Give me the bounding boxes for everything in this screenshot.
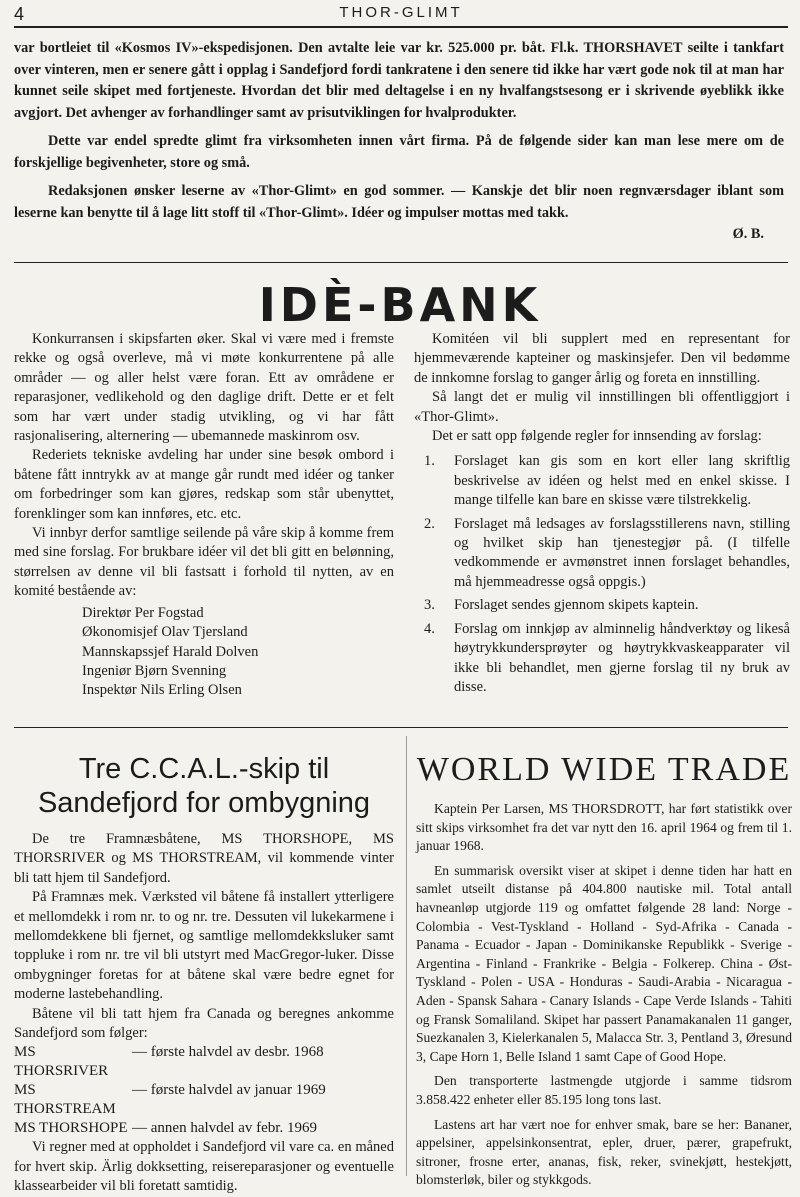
article-paragraph: Rederiets tekniske avdeling har under sine besøk ombord i båtene fått inntrykk av at mange går rundt med idéer og tanker om forbedringer som kan gjøres, redskap som står ubenyttet, forenklinger som kan innføres, etc. etc.: [14, 447, 394, 522]
trade-headline: WORLD WIDE TRADE: [416, 751, 792, 788]
article-paragraph: Så langt det er mulig vil innstillingen bli offentliggjort i «Thor-Glimt».: [414, 389, 790, 425]
article-paragraph: De tre Framnæsbåtene, MS THORSHOPE, MS THORSRIVER og MS THORSTREAM, vil kommende vinter bli tatt hjem til Sandefjord.: [14, 831, 394, 886]
committee-member: Inspektør Nils Erling Olsen: [82, 682, 242, 699]
section-divider: [14, 262, 788, 263]
article-paragraph: Det er satt opp følgende regler for innsending av forslag:: [432, 428, 762, 445]
intro-paragraph: Dette var endel spredte glimt fra virksomheten innen vårt firma. På de følgende sider kan man lese mere om de forskjellige begivenheter, store og små.: [14, 133, 784, 171]
article-paragraph: Vi regner med at oppholdet i Sandefjord vil vare ca. en måned for hvert skip. Ärlig dokksetting, reisereparasjoner og eventuelle klassearbeider vil bli foretatt samtidig.: [14, 1139, 394, 1195]
ship-schedule: [14, 1043, 394, 1138]
article-paragraph: Båtene vil bli tatt hjem fra Canada og beregnes ankomme Sandefjord som følger:: [14, 1005, 394, 1042]
committee-member: Direktør Per Fogstad: [82, 604, 204, 621]
article-paragraph: Vi innbyr derfor samtlige seilende på våre skip å komme frem med sine forslag. For brukbare idéer vil det bli gitt en belønning, størrelsen av denne vil bli fastsatt i forhold til nytten, av en komité bestående av:: [14, 525, 394, 600]
rule-item: 4. Forslag om innkjøp av alminnelig håndverktøy og likeså høytrykkundersprøyter og høytrykkvaskeapparater vil ikke bli behandlet, men gjerne forslag til ny bruk av disse.: [424, 620, 790, 695]
page-number: 4: [14, 4, 25, 24]
intro-paragraph: var bortleiet til «Kosmos IV»-ekspedisjonen. Den avtalte leie var kr. 525.000 pr. båt. Fl.k. THORSHAVET seilte i tankfart over vinteren, men er senere gått i opplag i Sandefjord fordi tankratene i den senere tid ikke har vært gode nok til at man har kunnet seile skipet med fortjeneste. Hvordan det blir med deltagelse i en ny hvalfangstsesong er i skrivende øyeblikk ikke avgjort. Det avhenger av forhandlinger samt av prisutviklingen for hvalprodukter.: [14, 40, 784, 121]
article-paragraph: Den transporterte lastmengde utgjorde i samme tidsrom 3.858.422 enheter eller 85.195 long tons last.: [416, 1073, 792, 1107]
idebank-title: IDÈ-BANK: [258, 278, 542, 332]
committee-member: Mannskapssjef Harald Dolven: [82, 643, 259, 660]
committee-member: Ingeniør Bjørn Svenning: [82, 662, 227, 679]
article-paragraph: På Framnæs mek. Værksted vil båtene få installert ytterligere et mellomdekk i rom nr. to og nr. tre. Dessuten vil lukekarmene i mellomdekkene bli fjernet, og samtlige mellomdekksluker samt toppluke i rom nr. tre vil bli utstyrt med MacGregor-luker. Disse ombygninger foretas for at båtene skal være bedre egnet for moderne lastebehandling.: [14, 889, 394, 1003]
committee-member: Økonomisjef Olav Tjersland: [82, 624, 248, 641]
article-paragraph: Lastens art har vært noe for enhver smak, bare se her: Bananer, appelsiner, appelsinkonsentrat, epler, druer, pærer, grapefrukt, sitroner, frosne erter, ananas, fisk, reker, svinekjøtt, hestekjøtt, blomsterløk, biler og stykkgods.: [416, 1116, 792, 1188]
article-paragraph: Komitéen vil bli supplert med en representant for hjemmeværende kapteiner og maskinsjefer. Den vil bedømme de innkomne forslag to ganger årlig og foreta en innstilling.: [414, 331, 790, 386]
idebank-left-column: [14, 330, 394, 701]
rule-item: 1. Forslaget kan gis som en kort eller lang skriftlig beskrivelse av idéen og helst med en enkel skisse. I mange tilfelle kan bare en skisse være tilstrekkelig.: [424, 453, 790, 509]
rule-item: 2. Forslaget må ledsages av forslagsstillerens navn, stilling og hvilket skip han tjenestegjør på. (I tilfelle vedkommende er avmønstret innen forslaget behandles, må hjemmeadresse også oppgis.): [424, 515, 790, 590]
ship-schedule-row: MS THORSHOPE — annen halvdel av febr. 1969: [14, 1120, 317, 1137]
section-divider: [14, 727, 788, 728]
page-header: [14, 4, 788, 28]
trade-article: [416, 800, 792, 1190]
ccal-article: [14, 830, 394, 1197]
intro-paragraph: Redaksjonen ønsker leserne av «Thor-Glimt» en god sommer. — Kanskje det blir noen regnværsdager iblant som leserne kan benytte til å lage litt stoff til «Thor-Glimt». Idéer og impulser mottas med takk.: [14, 183, 784, 221]
submission-rules: [414, 452, 790, 697]
ship-schedule-row: MS THORSRIVER — første halvdel av desbr. 1968: [14, 1044, 324, 1080]
article-paragraph: Konkurransen i skipsfarten øker. Skal vi være med i fremste rekke og også overleve, må vi møte konkurrentene på alle områder — og aller helst være foran. Ett av områdene er reparasjoner, vedlikehold og den daglige drift. Dette er et felt som har vært under stadig utvikling, og vi har fått rasjonalisering, alternering — ubemannede maskinrom osv.: [14, 331, 394, 445]
article-paragraph: En summarisk oversikt viser at skipet i denne tiden har hatt en samlet utseilt distanse på 404.800 nautiske mil. Total antall havneanløp utgjorde 119 og omfattet følgende 28 land: Norge - Colombia - Vest-Tyskland - Holland - Syd-Afrika - Canada - Panama - Ecuador - Japan - Dominikanske Republikk - Sverige - Argentina - Finland - Frankrike - Belgia - Folkerep. China - Øst-Tyskland - Polen - USA - Honduras - Saudi-Arabia - Nicaragua - Aden - Spansk Sahara - Canary Islands - Cape Verde Islands - Tahiti og Fransk Somaliland. Skipet har passert Panamakanalen 11 ganger, Suezkanalen 3, Kielerkanalen 5, Malacca Str. 3, Pentland 3, Øresund 3, Cape Horn 1, Belle Island 1 samt Cape of Good Hope.: [416, 862, 792, 1064]
ccal-headline: Tre C.C.A.L.-skip til Sandefjord for ombygning: [37, 753, 371, 819]
idebank-right-column: [414, 330, 790, 701]
article-paragraph: Kaptein Per Larsen, MS THORSDROTT, har ført statistikk over sitt skips virksomhet fra det var nytt den 16. april 1964 og frem til 1. januar 1968.: [416, 801, 792, 854]
committee-list: [82, 604, 394, 701]
ship-schedule-row: MS THORSTREAM — første halvdel av januar 1969: [14, 1082, 326, 1118]
running-title: THOR-GLIMT: [339, 4, 463, 21]
column-divider: [406, 736, 407, 1176]
signature: Ø. B.: [732, 226, 764, 242]
intro-section: [14, 38, 784, 246]
rule-item: 3. Forslaget sendes gjennom skipets kaptein.: [424, 597, 699, 614]
